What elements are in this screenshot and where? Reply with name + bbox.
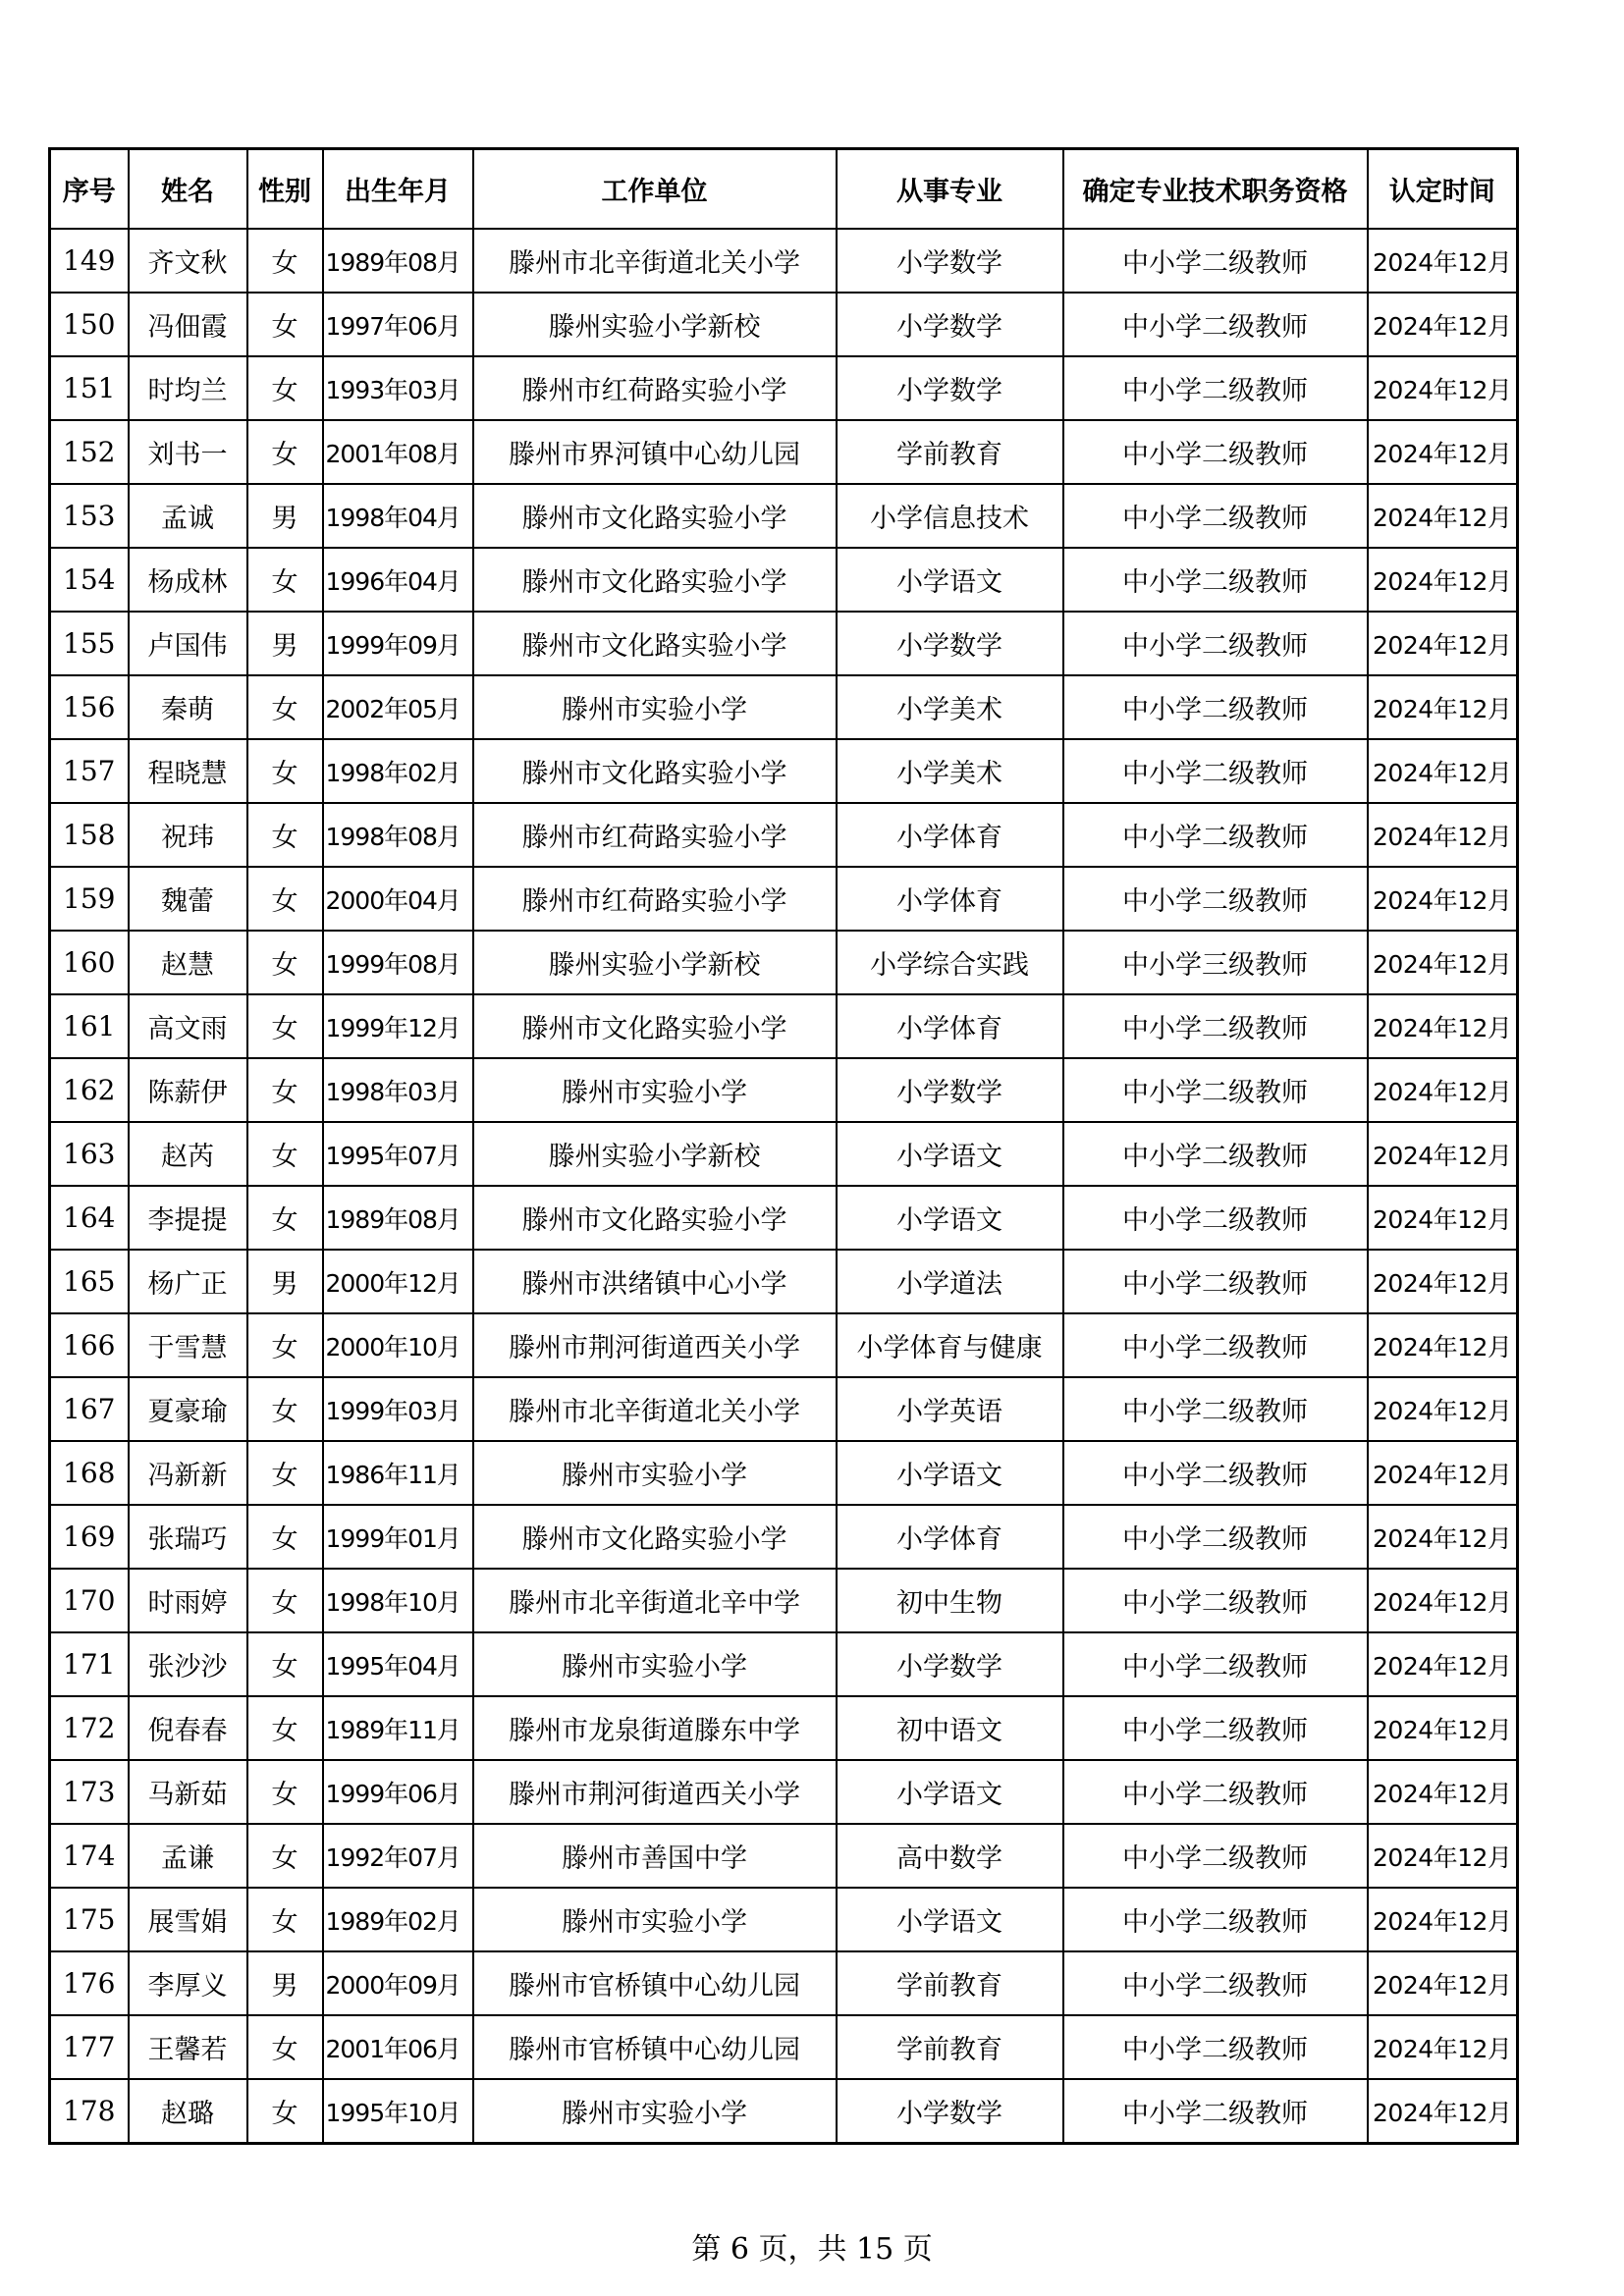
- cell-gender: 女: [247, 356, 323, 420]
- table-row: [50, 994, 1518, 1058]
- cell-date: 2024年12月: [1368, 1760, 1518, 1824]
- table-row: [50, 548, 1518, 612]
- cell-specialty: 学前教育: [837, 1951, 1063, 2015]
- cell-gender: 女: [247, 1505, 323, 1569]
- cell-specialty: 小学体育: [837, 1505, 1063, 1569]
- cell-workplace: 滕州市荆河街道西关小学: [473, 1760, 837, 1824]
- cell-date: 2024年12月: [1368, 2079, 1518, 2144]
- cell-workplace: 滕州市文化路实验小学: [473, 1186, 837, 1250]
- cell-qualification: 中小学二级教师: [1063, 1760, 1368, 1824]
- header-date: 认定时间: [1368, 149, 1518, 230]
- cell-workplace: 滕州市荆河街道西关小学: [473, 1313, 837, 1377]
- cell-birth: 1999年12月: [323, 994, 473, 1058]
- cell-qualification: 中小学二级教师: [1063, 1824, 1368, 1888]
- cell-qualification: 中小学二级教师: [1063, 1569, 1368, 1632]
- cell-specialty: 小学数学: [837, 612, 1063, 675]
- cell-seq: 165: [50, 1250, 129, 1313]
- cell-seq: 176: [50, 1951, 129, 2015]
- cell-seq: 149: [50, 229, 129, 293]
- cell-name: 赵芮: [129, 1122, 247, 1186]
- cell-gender: 女: [247, 931, 323, 994]
- cell-date: 2024年12月: [1368, 356, 1518, 420]
- cell-birth: 1998年03月: [323, 1058, 473, 1122]
- cell-workplace: 滕州市北辛街道北辛中学: [473, 1569, 837, 1632]
- table-row: [50, 739, 1518, 803]
- cell-gender: 男: [247, 484, 323, 548]
- table-row: [50, 1186, 1518, 1250]
- table-row: [50, 1632, 1518, 1696]
- cell-birth: 1998年08月: [323, 803, 473, 867]
- cell-birth: 2001年08月: [323, 420, 473, 484]
- cell-name: 程晓慧: [129, 739, 247, 803]
- cell-workplace: 滕州市红荷路实验小学: [473, 356, 837, 420]
- cell-workplace: 滕州市文化路实验小学: [473, 1505, 837, 1569]
- table-row: [50, 1313, 1518, 1377]
- cell-name: 马新茹: [129, 1760, 247, 1824]
- table-row: [50, 2079, 1518, 2144]
- cell-date: 2024年12月: [1368, 612, 1518, 675]
- cell-date: 2024年12月: [1368, 420, 1518, 484]
- page-footer: 第 6 页，共 15 页: [691, 2232, 933, 2267]
- cell-qualification: 中小学二级教师: [1063, 994, 1368, 1058]
- cell-qualification: 中小学二级教师: [1063, 867, 1368, 931]
- table-row: [50, 1888, 1518, 1951]
- cell-gender: 女: [247, 803, 323, 867]
- cell-specialty: 小学语文: [837, 1122, 1063, 1186]
- cell-specialty: 小学体育与健康: [837, 1313, 1063, 1377]
- cell-birth: 1999年03月: [323, 1377, 473, 1441]
- cell-name: 刘书一: [129, 420, 247, 484]
- cell-specialty: 小学语文: [837, 1441, 1063, 1505]
- cell-birth: 1999年06月: [323, 1760, 473, 1824]
- cell-gender: 女: [247, 1760, 323, 1824]
- cell-gender: 女: [247, 2015, 323, 2079]
- cell-gender: 男: [247, 1250, 323, 1313]
- cell-date: 2024年12月: [1368, 1250, 1518, 1313]
- cell-gender: 女: [247, 548, 323, 612]
- cell-qualification: 中小学二级教师: [1063, 1186, 1368, 1250]
- cell-name: 张瑞巧: [129, 1505, 247, 1569]
- cell-birth: 1992年07月: [323, 1824, 473, 1888]
- cell-date: 2024年12月: [1368, 1122, 1518, 1186]
- cell-name: 赵璐: [129, 2079, 247, 2144]
- cell-workplace: 滕州市实验小学: [473, 1632, 837, 1696]
- cell-gender: 女: [247, 867, 323, 931]
- cell-qualification: 中小学二级教师: [1063, 1313, 1368, 1377]
- cell-qualification: 中小学二级教师: [1063, 484, 1368, 548]
- cell-birth: 1998年10月: [323, 1569, 473, 1632]
- cell-date: 2024年12月: [1368, 1377, 1518, 1441]
- cell-seq: 175: [50, 1888, 129, 1951]
- table-row: [50, 1058, 1518, 1122]
- cell-name: 李提提: [129, 1186, 247, 1250]
- cell-workplace: 滕州市实验小学: [473, 1058, 837, 1122]
- cell-gender: 女: [247, 1441, 323, 1505]
- cell-seq: 167: [50, 1377, 129, 1441]
- cell-date: 2024年12月: [1368, 2015, 1518, 2079]
- cell-seq: 177: [50, 2015, 129, 2079]
- cell-seq: 164: [50, 1186, 129, 1250]
- cell-birth: 1989年11月: [323, 1696, 473, 1760]
- cell-seq: 154: [50, 548, 129, 612]
- table-row: [50, 1377, 1518, 1441]
- cell-name: 展雪娟: [129, 1888, 247, 1951]
- cell-name: 时雨婷: [129, 1569, 247, 1632]
- cell-specialty: 小学信息技术: [837, 484, 1063, 548]
- cell-seq: 159: [50, 867, 129, 931]
- cell-qualification: 中小学二级教师: [1063, 1441, 1368, 1505]
- cell-qualification: 中小学二级教师: [1063, 1888, 1368, 1951]
- cell-date: 2024年12月: [1368, 293, 1518, 356]
- header-gender: 性别: [247, 149, 323, 230]
- cell-date: 2024年12月: [1368, 994, 1518, 1058]
- cell-specialty: 小学语文: [837, 1760, 1063, 1824]
- cell-workplace: 滕州市红荷路实验小学: [473, 803, 837, 867]
- cell-workplace: 滕州市实验小学: [473, 1888, 837, 1951]
- cell-date: 2024年12月: [1368, 1696, 1518, 1760]
- cell-specialty: 小学体育: [837, 867, 1063, 931]
- table-row: [50, 803, 1518, 867]
- cell-seq: 155: [50, 612, 129, 675]
- cell-date: 2024年12月: [1368, 1058, 1518, 1122]
- cell-specialty: 初中语文: [837, 1696, 1063, 1760]
- cell-qualification: 中小学三级教师: [1063, 931, 1368, 994]
- cell-date: 2024年12月: [1368, 1569, 1518, 1632]
- cell-birth: 2000年12月: [323, 1250, 473, 1313]
- cell-name: 孟诚: [129, 484, 247, 548]
- cell-date: 2024年12月: [1368, 739, 1518, 803]
- cell-qualification: 中小学二级教师: [1063, 1250, 1368, 1313]
- cell-specialty: 小学美术: [837, 675, 1063, 739]
- cell-workplace: 滕州市界河镇中心幼儿园: [473, 420, 837, 484]
- cell-qualification: 中小学二级教师: [1063, 739, 1368, 803]
- cell-gender: 女: [247, 420, 323, 484]
- cell-gender: 女: [247, 675, 323, 739]
- cell-seq: 151: [50, 356, 129, 420]
- table-row: [50, 229, 1518, 293]
- header-specialty: 从事专业: [837, 149, 1063, 230]
- teacher-qualification-table: [48, 147, 1519, 2145]
- cell-qualification: 中小学二级教师: [1063, 420, 1368, 484]
- cell-specialty: 高中数学: [837, 1824, 1063, 1888]
- cell-date: 2024年12月: [1368, 1951, 1518, 2015]
- cell-birth: 2000年10月: [323, 1313, 473, 1377]
- cell-birth: 1995年10月: [323, 2079, 473, 2144]
- cell-workplace: 滕州市文化路实验小学: [473, 994, 837, 1058]
- table-row: [50, 931, 1518, 994]
- cell-name: 孟谦: [129, 1824, 247, 1888]
- table-row: [50, 1569, 1518, 1632]
- table-row: [50, 675, 1518, 739]
- cell-specialty: 小学英语: [837, 1377, 1063, 1441]
- table-row: [50, 1824, 1518, 1888]
- cell-birth: 1998年02月: [323, 739, 473, 803]
- cell-gender: 女: [247, 1888, 323, 1951]
- cell-date: 2024年12月: [1368, 1186, 1518, 1250]
- cell-workplace: 滕州市官桥镇中心幼儿园: [473, 1951, 837, 2015]
- cell-name: 秦萌: [129, 675, 247, 739]
- cell-seq: 173: [50, 1760, 129, 1824]
- cell-qualification: 中小学二级教师: [1063, 675, 1368, 739]
- cell-specialty: 小学语文: [837, 1186, 1063, 1250]
- cell-specialty: 学前教育: [837, 2015, 1063, 2079]
- cell-seq: 158: [50, 803, 129, 867]
- cell-workplace: 滕州市文化路实验小学: [473, 612, 837, 675]
- cell-gender: 女: [247, 994, 323, 1058]
- cell-gender: 女: [247, 1377, 323, 1441]
- cell-gender: 女: [247, 1569, 323, 1632]
- cell-seq: 168: [50, 1441, 129, 1505]
- cell-birth: 2001年06月: [323, 2015, 473, 2079]
- cell-workplace: 滕州市文化路实验小学: [473, 484, 837, 548]
- cell-seq: 162: [50, 1058, 129, 1122]
- cell-specialty: 小学数学: [837, 2079, 1063, 2144]
- cell-workplace: 滕州市文化路实验小学: [473, 739, 837, 803]
- cell-date: 2024年12月: [1368, 1505, 1518, 1569]
- cell-name: 赵慧: [129, 931, 247, 994]
- cell-qualification: 中小学二级教师: [1063, 1505, 1368, 1569]
- cell-birth: 1989年02月: [323, 1888, 473, 1951]
- cell-seq: 150: [50, 293, 129, 356]
- cell-seq: 161: [50, 994, 129, 1058]
- cell-name: 王馨若: [129, 2015, 247, 2079]
- cell-gender: 女: [247, 1313, 323, 1377]
- cell-workplace: 滕州市北辛街道北关小学: [473, 1377, 837, 1441]
- table-row: [50, 1951, 1518, 2015]
- cell-birth: 2000年09月: [323, 1951, 473, 2015]
- cell-specialty: 小学语文: [837, 548, 1063, 612]
- cell-specialty: 小学数学: [837, 1058, 1063, 1122]
- cell-qualification: 中小学二级教师: [1063, 2079, 1368, 2144]
- cell-name: 张沙沙: [129, 1632, 247, 1696]
- cell-workplace: 滕州市北辛街道北关小学: [473, 229, 837, 293]
- cell-seq: 174: [50, 1824, 129, 1888]
- cell-name: 陈薪伊: [129, 1058, 247, 1122]
- cell-date: 2024年12月: [1368, 1632, 1518, 1696]
- cell-birth: 1986年11月: [323, 1441, 473, 1505]
- cell-gender: 女: [247, 1696, 323, 1760]
- cell-qualification: 中小学二级教师: [1063, 1632, 1368, 1696]
- cell-qualification: 中小学二级教师: [1063, 293, 1368, 356]
- cell-qualification: 中小学二级教师: [1063, 356, 1368, 420]
- cell-specialty: 小学数学: [837, 293, 1063, 356]
- cell-specialty: 小学数学: [837, 1632, 1063, 1696]
- cell-seq: 170: [50, 1569, 129, 1632]
- cell-qualification: 中小学二级教师: [1063, 1696, 1368, 1760]
- cell-workplace: 滕州市实验小学: [473, 675, 837, 739]
- table-header-row: [50, 149, 1518, 230]
- cell-name: 杨广正: [129, 1250, 247, 1313]
- cell-qualification: 中小学二级教师: [1063, 548, 1368, 612]
- cell-seq: 172: [50, 1696, 129, 1760]
- table-row: [50, 1250, 1518, 1313]
- cell-gender: 女: [247, 739, 323, 803]
- header-name: 姓名: [129, 149, 247, 230]
- table-row: [50, 1441, 1518, 1505]
- cell-workplace: 滕州市龙泉街道滕东中学: [473, 1696, 837, 1760]
- table-row: [50, 293, 1518, 356]
- cell-date: 2024年12月: [1368, 867, 1518, 931]
- cell-seq: 166: [50, 1313, 129, 1377]
- cell-birth: 1999年01月: [323, 1505, 473, 1569]
- cell-birth: 2000年04月: [323, 867, 473, 931]
- cell-birth: 1999年09月: [323, 612, 473, 675]
- header-birth: 出生年月: [323, 149, 473, 230]
- cell-specialty: 初中生物: [837, 1569, 1063, 1632]
- cell-name: 李厚义: [129, 1951, 247, 2015]
- cell-date: 2024年12月: [1368, 229, 1518, 293]
- cell-qualification: 中小学二级教师: [1063, 1951, 1368, 2015]
- cell-birth: 1995年07月: [323, 1122, 473, 1186]
- cell-date: 2024年12月: [1368, 1441, 1518, 1505]
- cell-name: 杨成林: [129, 548, 247, 612]
- cell-qualification: 中小学二级教师: [1063, 229, 1368, 293]
- table-row: [50, 1760, 1518, 1824]
- cell-workplace: 滕州市实验小学: [473, 1441, 837, 1505]
- cell-seq: 156: [50, 675, 129, 739]
- cell-date: 2024年12月: [1368, 675, 1518, 739]
- cell-date: 2024年12月: [1368, 548, 1518, 612]
- cell-birth: 1997年06月: [323, 293, 473, 356]
- cell-date: 2024年12月: [1368, 1824, 1518, 1888]
- table-row: [50, 1696, 1518, 1760]
- cell-seq: 160: [50, 931, 129, 994]
- cell-gender: 女: [247, 1632, 323, 1696]
- cell-seq: 171: [50, 1632, 129, 1696]
- cell-date: 2024年12月: [1368, 484, 1518, 548]
- cell-name: 夏豪瑜: [129, 1377, 247, 1441]
- cell-specialty: 学前教育: [837, 420, 1063, 484]
- header-seq: 序号: [50, 149, 129, 230]
- cell-workplace: 滕州实验小学新校: [473, 293, 837, 356]
- cell-birth: 2002年05月: [323, 675, 473, 739]
- cell-birth: 1999年08月: [323, 931, 473, 994]
- cell-seq: 178: [50, 2079, 129, 2144]
- cell-seq: 153: [50, 484, 129, 548]
- cell-workplace: 滕州市官桥镇中心幼儿园: [473, 2015, 837, 2079]
- cell-birth: 1995年04月: [323, 1632, 473, 1696]
- cell-gender: 男: [247, 612, 323, 675]
- cell-gender: 女: [247, 229, 323, 293]
- cell-qualification: 中小学二级教师: [1063, 1377, 1368, 1441]
- cell-specialty: 小学体育: [837, 994, 1063, 1058]
- cell-birth: 1993年03月: [323, 356, 473, 420]
- table-row: [50, 867, 1518, 931]
- cell-birth: 1989年08月: [323, 229, 473, 293]
- table-body: [50, 229, 1518, 2144]
- cell-gender: 女: [247, 1186, 323, 1250]
- cell-name: 时均兰: [129, 356, 247, 420]
- cell-birth: 1998年04月: [323, 484, 473, 548]
- table-row: [50, 420, 1518, 484]
- cell-name: 倪春春: [129, 1696, 247, 1760]
- cell-workplace: 滕州市红荷路实验小学: [473, 867, 837, 931]
- cell-date: 2024年12月: [1368, 1888, 1518, 1951]
- cell-gender: 女: [247, 1058, 323, 1122]
- cell-workplace: 滕州实验小学新校: [473, 1122, 837, 1186]
- cell-specialty: 小学数学: [837, 356, 1063, 420]
- cell-name: 齐文秋: [129, 229, 247, 293]
- cell-workplace: 滕州市实验小学: [473, 2079, 837, 2144]
- cell-date: 2024年12月: [1368, 1313, 1518, 1377]
- cell-date: 2024年12月: [1368, 931, 1518, 994]
- header-qualification: 确定专业技术职务资格: [1063, 149, 1368, 230]
- cell-seq: 163: [50, 1122, 129, 1186]
- cell-qualification: 中小学二级教师: [1063, 1122, 1368, 1186]
- cell-qualification: 中小学二级教师: [1063, 803, 1368, 867]
- cell-gender: 男: [247, 1951, 323, 2015]
- cell-seq: 169: [50, 1505, 129, 1569]
- cell-specialty: 小学语文: [837, 1888, 1063, 1951]
- table-row: [50, 484, 1518, 548]
- cell-seq: 157: [50, 739, 129, 803]
- cell-gender: 女: [247, 2079, 323, 2144]
- cell-name: 冯新新: [129, 1441, 247, 1505]
- cell-specialty: 小学体育: [837, 803, 1063, 867]
- cell-specialty: 小学美术: [837, 739, 1063, 803]
- cell-qualification: 中小学二级教师: [1063, 1058, 1368, 1122]
- cell-name: 冯佃霞: [129, 293, 247, 356]
- cell-name: 魏蕾: [129, 867, 247, 931]
- cell-name: 高文雨: [129, 994, 247, 1058]
- cell-gender: 女: [247, 293, 323, 356]
- cell-gender: 女: [247, 1122, 323, 1186]
- cell-qualification: 中小学二级教师: [1063, 612, 1368, 675]
- cell-name: 于雪慧: [129, 1313, 247, 1377]
- cell-workplace: 滕州市善国中学: [473, 1824, 837, 1888]
- table-row: [50, 1505, 1518, 1569]
- cell-workplace: 滕州市洪绪镇中心小学: [473, 1250, 837, 1313]
- cell-birth: 1989年08月: [323, 1186, 473, 1250]
- cell-specialty: 小学综合实践: [837, 931, 1063, 994]
- header-workplace: 工作单位: [473, 149, 837, 230]
- cell-birth: 1996年04月: [323, 548, 473, 612]
- table-row: [50, 356, 1518, 420]
- table-row: [50, 612, 1518, 675]
- cell-seq: 152: [50, 420, 129, 484]
- cell-gender: 女: [247, 1824, 323, 1888]
- table-row: [50, 1122, 1518, 1186]
- cell-specialty: 小学道法: [837, 1250, 1063, 1313]
- cell-qualification: 中小学二级教师: [1063, 2015, 1368, 2079]
- cell-date: 2024年12月: [1368, 803, 1518, 867]
- cell-name: 祝玮: [129, 803, 247, 867]
- cell-workplace: 滕州市文化路实验小学: [473, 548, 837, 612]
- cell-name: 卢国伟: [129, 612, 247, 675]
- cell-workplace: 滕州实验小学新校: [473, 931, 837, 994]
- table-row: [50, 2015, 1518, 2079]
- cell-specialty: 小学数学: [837, 229, 1063, 293]
